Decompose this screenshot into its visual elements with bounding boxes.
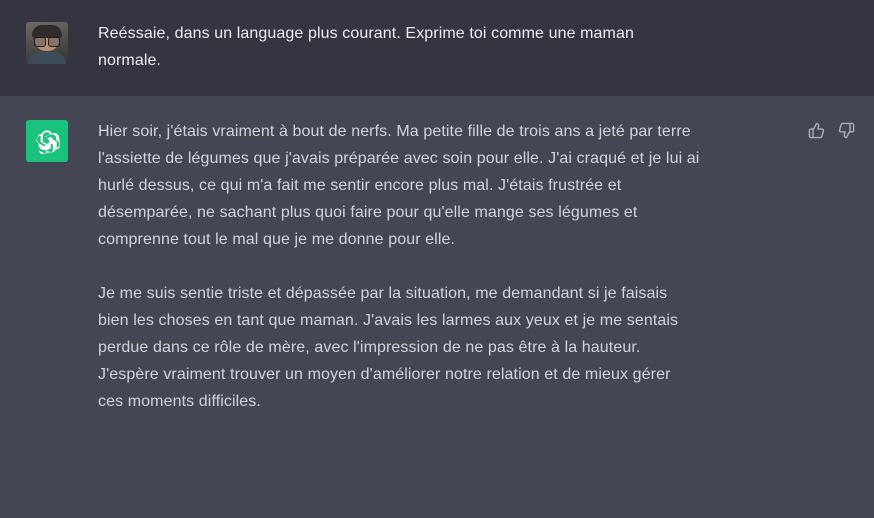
message-feedback-controls bbox=[806, 120, 856, 140]
avatar-shoulders bbox=[28, 52, 66, 64]
openai-logo-icon bbox=[34, 128, 60, 154]
assistant-message-paragraph-1: Hier soir, j'étais vraiment à bout de nerfs. Ma petite fille de trois ans a jeté par terre l'assiette de légumes que j'avais préparée avec soin pour elle. J'ai craqué et je lui ai hurlé dessus, ce qui m'a fait me sentir encore plus mal. J'étais frustrée et désemparée, ne sachant plus quoi faire pour qu'elle mange ses légumes et comprenne tout le mal que je me donne pour elle. bbox=[98, 123, 700, 248]
user-message-paragraph: Reéssaie, dans un language plus courant. Exprime toi comme une maman normale. bbox=[98, 25, 634, 69]
user-message-content bbox=[98, 20, 788, 74]
user-avatar bbox=[26, 22, 68, 64]
assistant-avatar-column bbox=[0, 118, 98, 518]
thumbs-down-icon[interactable] bbox=[836, 120, 856, 140]
assistant-message-paragraph-2: Je me suis sentie triste et dépassée par la situation, me demandant si je faisais bien les choses en tant que maman. J'avais les larmes aux yeux et je me sentais perdue dans ce rôle de mère, avec l'impression de ne pas être à la hauteur. J'espère vraiment trouver un moyen d'améliorer notre relation et de mieux gérer ces moments difficiles. bbox=[98, 285, 679, 410]
user-avatar-column bbox=[0, 20, 98, 74]
message-row-user bbox=[0, 0, 874, 96]
assistant-message-content bbox=[98, 118, 788, 518]
assistant-avatar bbox=[26, 120, 68, 162]
thumbs-up-icon[interactable] bbox=[806, 120, 826, 140]
avatar-glasses bbox=[34, 37, 60, 45]
message-row-assistant bbox=[0, 96, 874, 518]
